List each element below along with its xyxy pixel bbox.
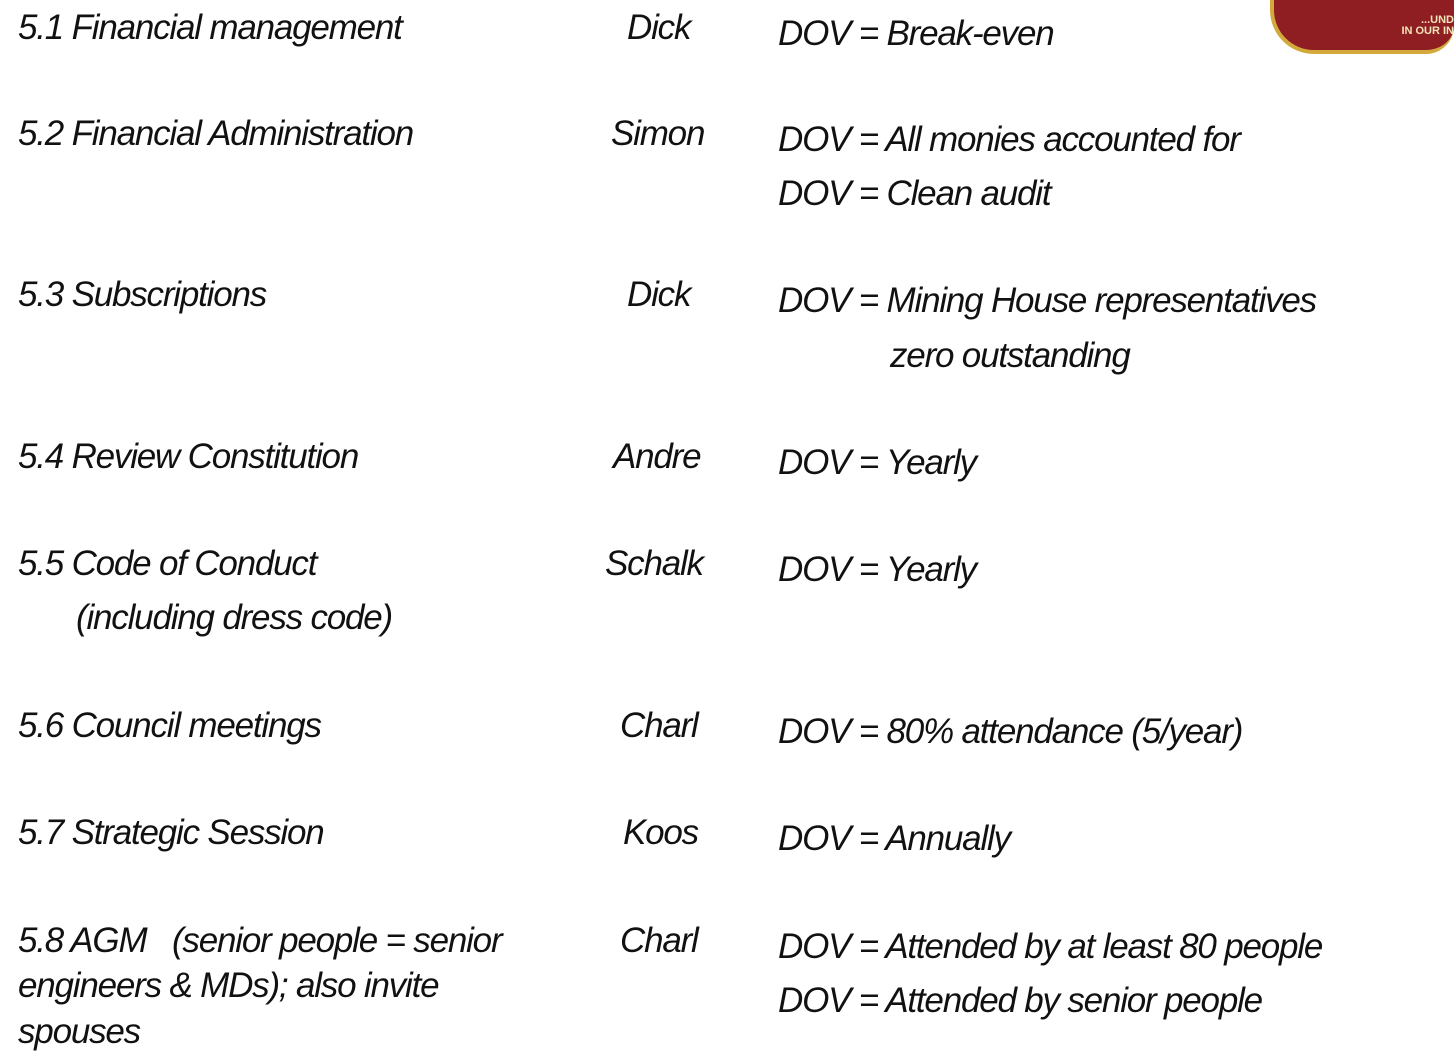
dov-5-3-a: DOV = Mining House representatives	[778, 281, 1316, 320]
dov-5-4-a: DOV = Yearly	[778, 443, 976, 482]
item-label-5-8	[18, 923, 501, 958]
logo-text: ...UND IN OUR IN	[1401, 13, 1454, 38]
owner-5-7: Koos	[623, 813, 698, 852]
dov-5-8-b: DOV = Attended by senior people	[778, 981, 1262, 1020]
owner-5-4: Andre	[613, 437, 701, 476]
owner-5-1: Dick	[627, 8, 691, 47]
item-label-5-5-line2: (including dress code)	[76, 598, 392, 637]
owner-5-2: Simon	[611, 114, 705, 153]
item-label-5-7: 5.7 Strategic Session	[18, 813, 324, 852]
item-label-5-2: 5.2 Financial Administration	[18, 114, 414, 153]
item-label-5-4: 5.4 Review Constitution	[18, 437, 359, 476]
dov-5-2-a: DOV = All monies accounted for	[778, 120, 1240, 159]
item-label-5-8-text: 5.8 AGM (senior people = senior	[18, 921, 502, 960]
dov-5-1-a: DOV = Break-even	[778, 14, 1054, 53]
owner-5-5: Schalk	[605, 544, 703, 583]
item-label-5-5: 5.5 Code of Conduct	[18, 544, 317, 583]
item-label-5-3: 5.3 Subscriptions	[18, 275, 267, 314]
dov-5-5-a: DOV = Yearly	[778, 550, 976, 589]
dov-5-7-a: DOV = Annually	[778, 819, 1010, 858]
logo-badge	[1270, 0, 1454, 54]
owner-5-8: Charl	[620, 921, 698, 960]
dov-5-8-a: DOV = Attended by at least 80 people	[778, 927, 1323, 966]
dov-5-6-a: DOV = 80% attendance (5/year)	[778, 712, 1243, 751]
owner-5-6: Charl	[620, 706, 698, 745]
item-label-5-8-line3: spouses	[18, 1012, 140, 1051]
item-label-5-8-line2: engineers & MDs); also invite	[18, 966, 439, 1005]
dov-5-2-b: DOV = Clean audit	[778, 174, 1051, 213]
owner-5-3: Dick	[627, 275, 691, 314]
item-label-5-6: 5.6 Council meetings	[18, 706, 321, 745]
dov-5-3-b: zero outstanding	[890, 336, 1130, 375]
item-label-5-1: 5.1 Financial management	[18, 8, 402, 47]
